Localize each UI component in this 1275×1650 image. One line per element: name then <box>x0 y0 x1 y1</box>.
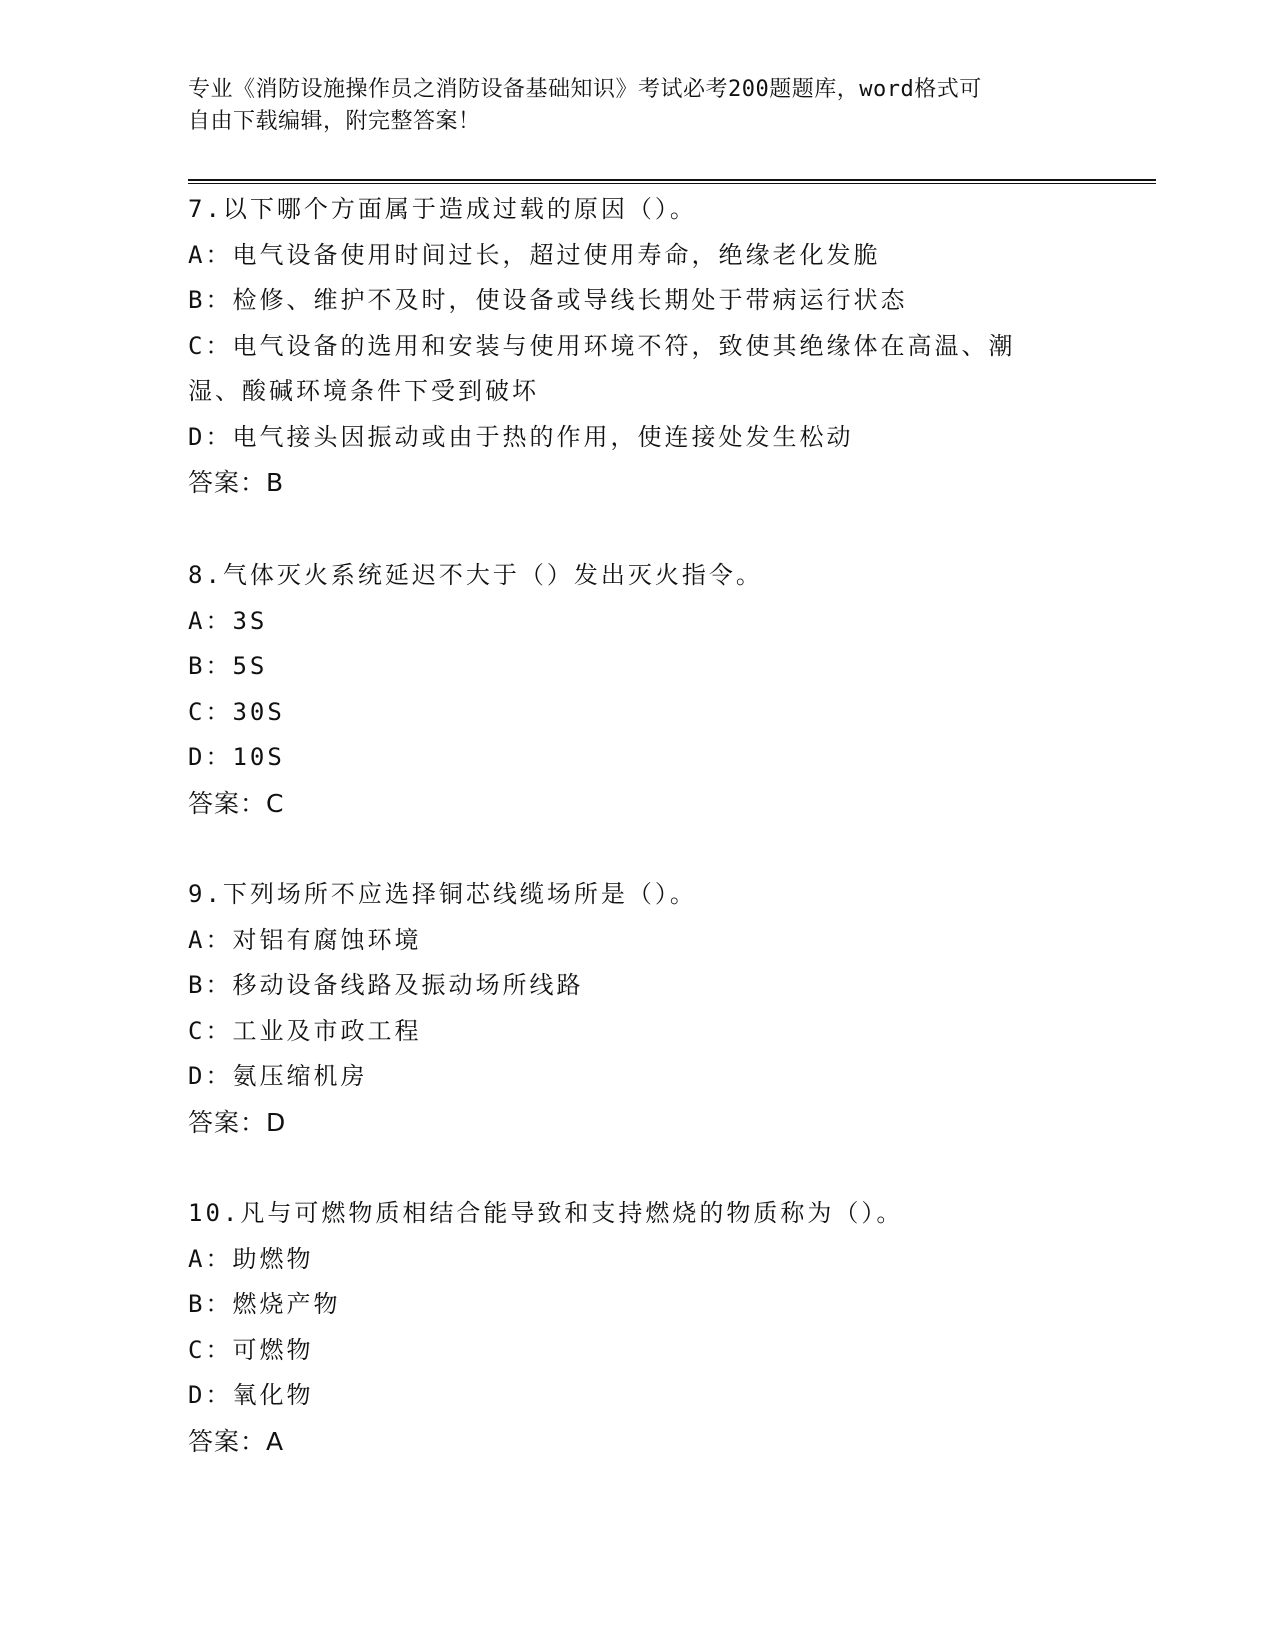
answer-label: 答案：D <box>188 1107 287 1137</box>
question-stem: 10.凡与可燃物质相结合能导致和支持燃烧的物质称为（）。 <box>188 1199 904 1227</box>
option-c: C：可燃物 <box>188 1335 314 1364</box>
option-c-continued: 湿、酸碱环境条件下受到破坏 <box>188 377 539 405</box>
header-line-1: 专业《消防设施操作员之消防设备基础知识》考试必考200题题库，word格式可 <box>188 77 982 102</box>
option-c: C：工业及市政工程 <box>188 1016 422 1045</box>
answer-label: 答案：B <box>188 468 285 497</box>
header-line-2: 自由下载编辑，附完整答案！ <box>188 109 481 134</box>
option-c: C：电气设备的选用和安装与使用环境不符，致使其绝缘体在高温、潮 <box>188 331 1016 360</box>
answer-label: 答案：C <box>188 788 285 818</box>
option-b: B：移动设备线路及振动场所线路 <box>188 971 584 999</box>
option-a: A：电气设备使用时间过长，超过使用寿命，绝缘老化发脆 <box>188 240 881 269</box>
option-b: B：燃烧产物 <box>188 1290 341 1318</box>
question-stem: 8.气体灭火系统延迟不大于（）发出灭火指令。 <box>188 561 763 589</box>
option-d: D：氨压缩机房 <box>188 1062 368 1090</box>
option-d: D：10S <box>188 743 285 771</box>
option-c: C：30S <box>188 697 285 726</box>
question-block <box>188 1191 1088 1464</box>
question-block <box>188 872 1088 1145</box>
option-d: D：电气接头因振动或由于热的作用，使连接处发生松动 <box>188 422 854 451</box>
option-a: A：助燃物 <box>188 1244 314 1273</box>
option-d: D：氧化物 <box>188 1381 314 1409</box>
question-stem: 9.下列场所不应选择铜芯线缆场所是（）。 <box>188 880 697 908</box>
question-block <box>188 553 1088 826</box>
option-a: A：3S <box>188 606 268 635</box>
document-header <box>188 74 1088 138</box>
header-divider <box>188 179 1156 184</box>
answer-label: 答案：A <box>188 1426 285 1456</box>
option-b: B：5S <box>188 652 268 680</box>
question-stem: 7.以下哪个方面属于造成过载的原因（）。 <box>188 195 697 223</box>
option-b: B：检修、维护不及时，使设备或导线长期处于带病运行状态 <box>188 286 908 314</box>
option-a: A：对铝有腐蚀环境 <box>188 925 422 954</box>
question-block <box>188 187 1088 506</box>
